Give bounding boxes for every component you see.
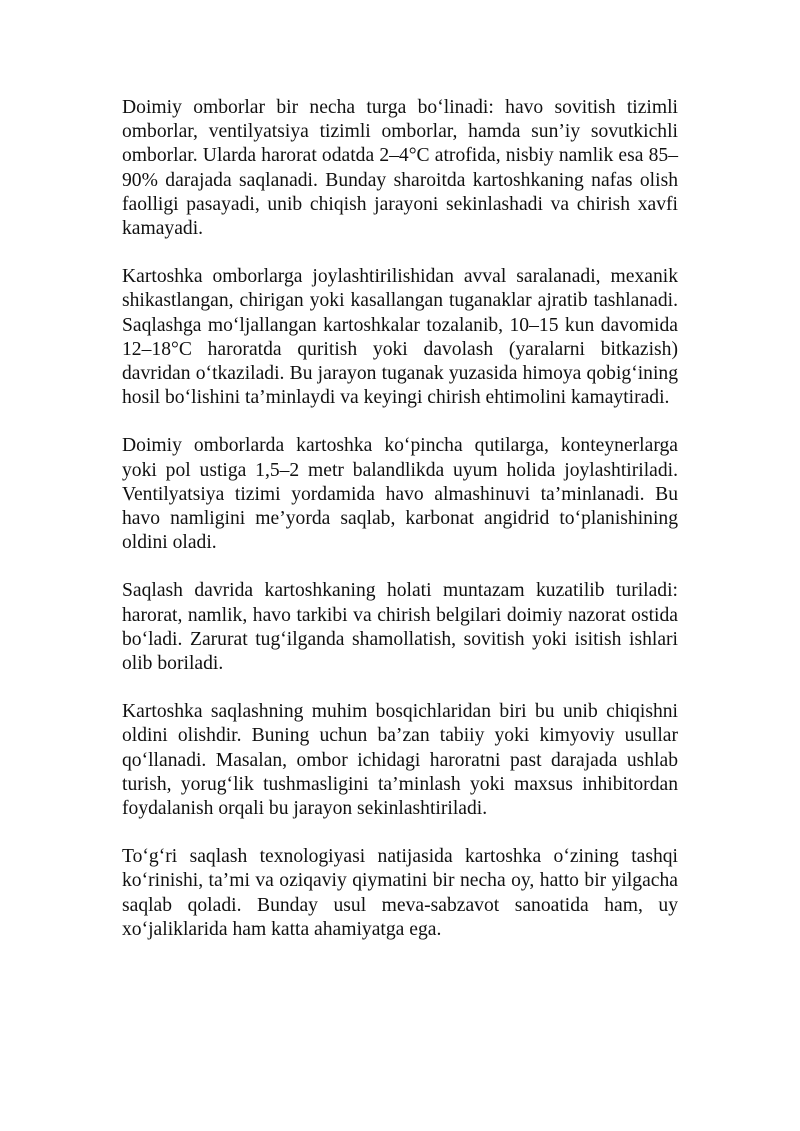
- paragraph-3: Doimiy omborlarda kartoshka ko‘pincha qutilarga, konteynerlarga yoki pol ustiga 1,5–2 metr balandlikda uyum holida joylashtiriladi. Ventilyatsiya tizimi yordamida havo almashinuvi ta’minlanadi. Bu havo namligini me’yorda saqlab, karbonat angidrid to‘planishining oldini oladi.: [122, 435, 678, 554]
- paragraph-6: To‘g‘ri saqlash texnologiyasi natijasida kartoshka o‘zining tashqi ko‘rinishi, ta’mi va oziqaviy qiymatini bir necha oy, hatto bir yilgacha saqlab qoladi. Bunday usul meva-sabzavot sanoatida ham, uy xo‘jaliklarida ham katta ahamiyatga ega.: [122, 846, 678, 940]
- document-page: [122, 96, 678, 966]
- paragraph-1: Doimiy omborlar bir necha turga bo‘linadi: havo sovitish tizimli omborlar, ventilyatsiya tizimli omborlar, hamda sun’iy sovutkichli omborlar. Ularda harorat odatda 2–4°C atrofida, nisbiy namlik esa 85–90% darajada saqlanadi. Bunday sharoitda kartoshkaning nafas olish faolligi pasayadi, unib chiqish jarayoni sekinlashadi va chirish xavfi kamayadi.: [122, 97, 678, 240]
- paragraph-4: Saqlash davrida kartoshkaning holati muntazam kuzatilib turiladi: harorat, namlik, havo tarkibi va chirish belgilari doimiy nazorat ostida bo‘ladi. Zarurat tug‘ilganda shamollatish, sovitish yoki isitish ishlari olib boriladi.: [122, 580, 678, 675]
- paragraph-2: Kartoshka omborlarga joylashtirilishidan avval saralanadi, mexanik shikastlangan, chirigan yoki kasallangan tuganaklar ajratib tashlanadi. Saqlashga mo‘ljallangan kartoshkalar tozalanib, 10–15 kun davomida 12–18°C haroratda quritish yoki davolash (yaralarni bitkazish) davridan o‘tkaziladi. Bu jarayon tuganak yuzasida himoya qobig‘ining hosil bo‘lishini ta’minlaydi va keyingi chirish ehtimolini kamaytiradi.: [122, 266, 678, 409]
- paragraph-5: Kartoshka saqlashning muhim bosqichlaridan biri bu unib chiqishni oldini olishdir. Buning uchun ba’zan tabiiy yoki kimyoviy usullar qo‘llanadi. Masalan, ombor ichidagi haroratni past darajada ushlab turish, yorug‘lik tushmasligini ta’minlash yoki maxsus inhibitordan foydalanish orqali bu jarayon sekinlashtiriladi.: [122, 701, 678, 820]
